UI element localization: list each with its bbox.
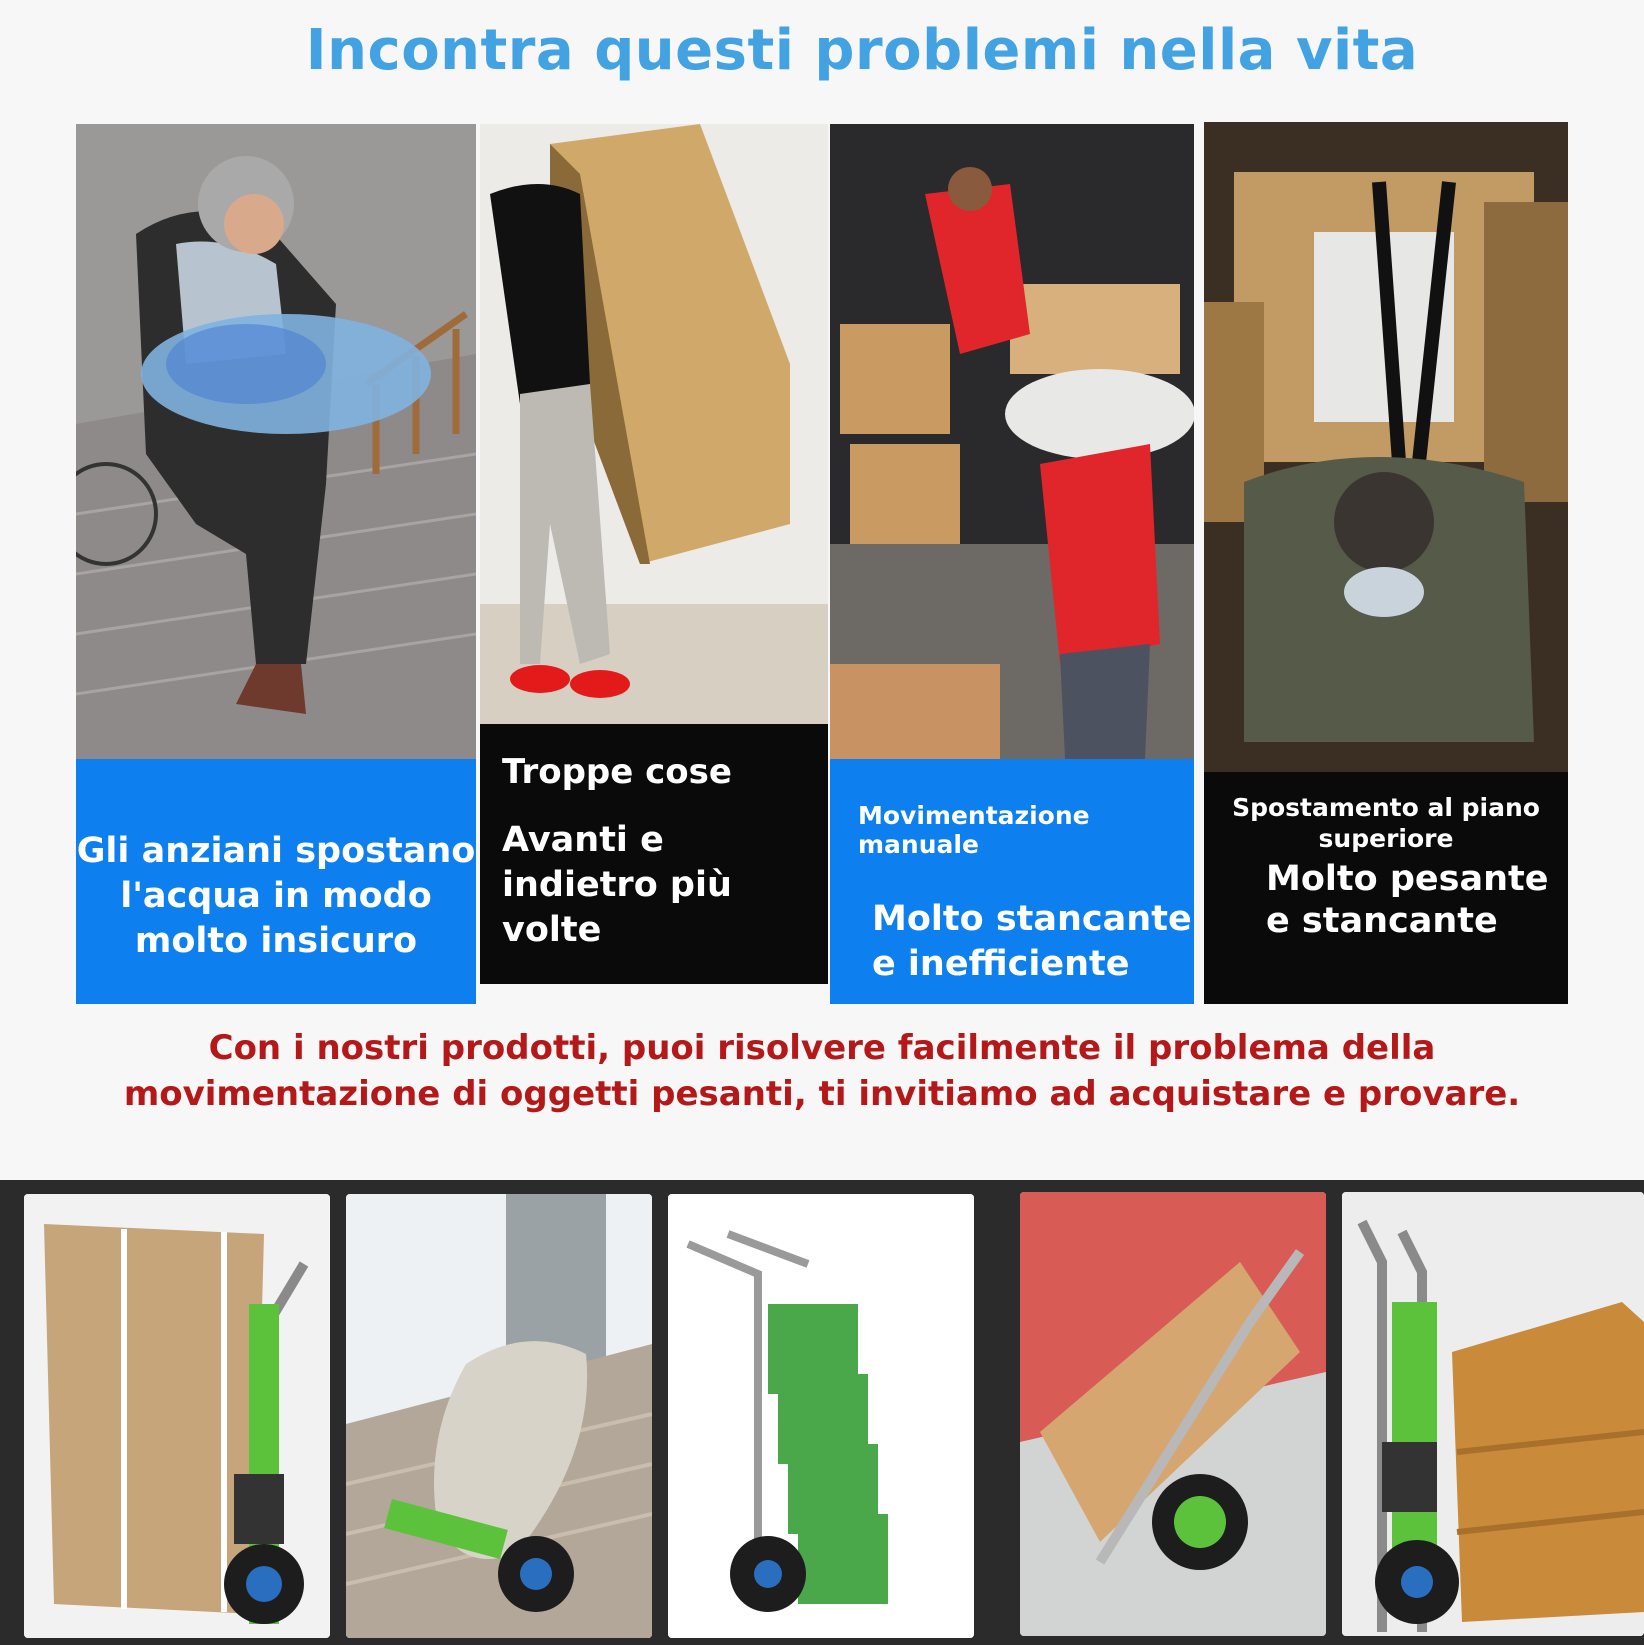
caption-sub: Spostamento al piano superiore: [1232, 793, 1540, 853]
caption-truck: [830, 759, 1194, 1004]
product-photo-carton-stack-tilted: [1020, 1192, 1326, 1636]
product-photo-sack-stairs: [346, 1194, 652, 1638]
caption-elderly: [76, 759, 476, 1004]
caption-sub: Movimentazione manuale: [858, 801, 1090, 859]
photo-truck-unloading: [830, 124, 1194, 759]
call-to-action-text: Con i nostri prodotti, puoi risolvere facilmente il problema della movimentazione di oggetti pesanti, ti invitiamo ad acquistare e provare.: [123, 1028, 1521, 1114]
page-title: Incontra questi problemi nella vita: [305, 18, 1419, 83]
product-photo-fridge-box: [24, 1194, 330, 1638]
problem-panel-truck: [830, 124, 1194, 1004]
photo-elderly-stairs: [76, 124, 476, 759]
caption-upstairs: [1204, 772, 1568, 1004]
caption-main: Molto pesante e stancante: [1266, 859, 1549, 941]
photo-carrying-upstairs: [1204, 122, 1568, 772]
product-photo-stacked-cartons: [668, 1194, 974, 1638]
problem-panel-elderly: [76, 124, 476, 1004]
problem-panel-box: [480, 124, 828, 984]
caption-main: Molto stancante e inefficiente: [872, 899, 1192, 984]
problem-panel-upstairs: [1204, 122, 1568, 1004]
product-photo-wooden-crate: [1342, 1192, 1644, 1636]
caption-main: Gli anziani spostano l'acqua in modo molto insicuro: [76, 831, 476, 961]
photo-man-carrying-box: [480, 124, 828, 724]
caption-box: [480, 724, 828, 984]
caption-sub: Troppe cose: [502, 752, 732, 792]
caption-main: Avanti e indietro più volte: [502, 820, 732, 950]
